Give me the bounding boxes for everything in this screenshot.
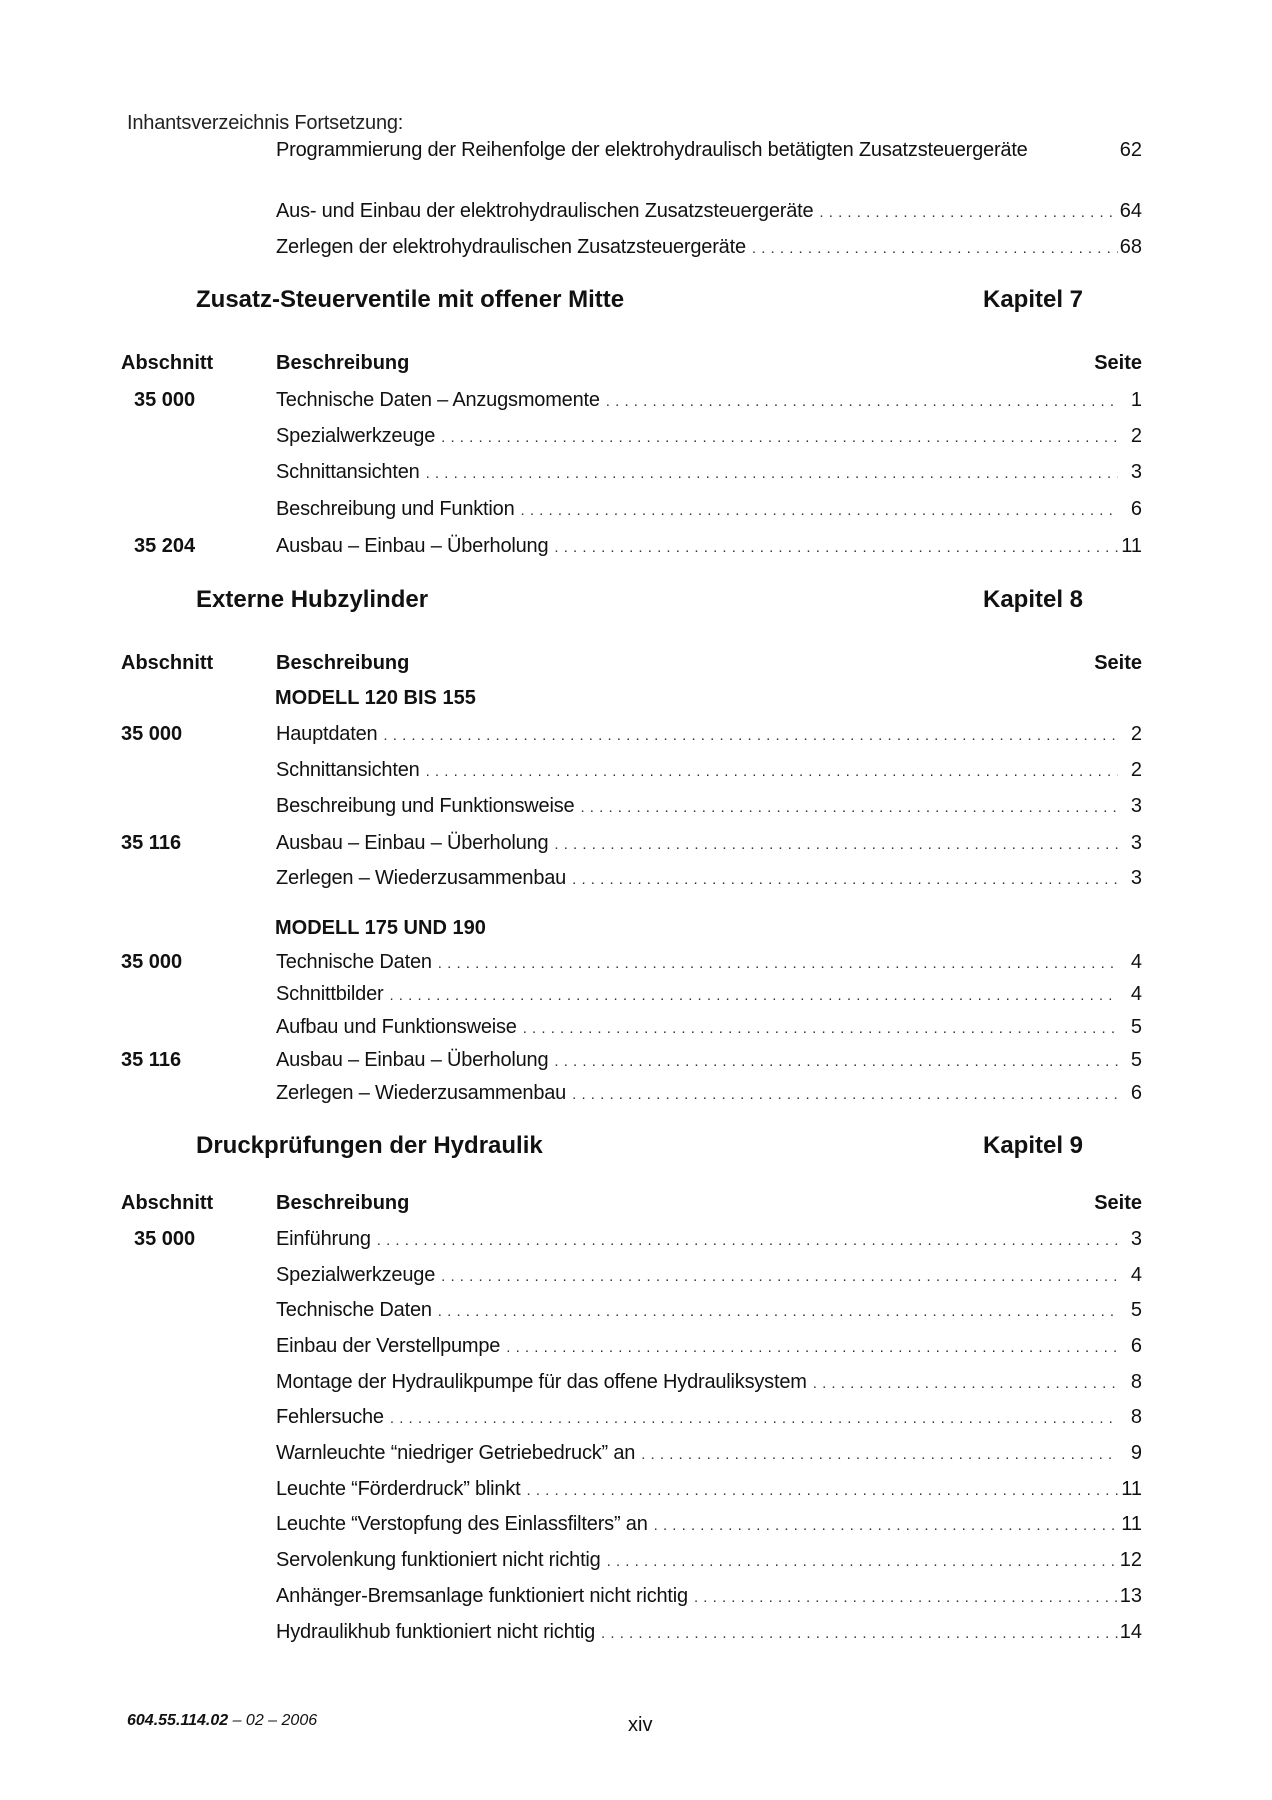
toc-entry-page: 2: [1130, 723, 1142, 745]
toc-entry-title: Schnittansichten: [276, 759, 420, 781]
toc-entry[interactable]: [0, 232, 1272, 262]
toc-entry-title: Spezialwerkzeuge: [276, 1264, 436, 1286]
toc-entry-page: 11: [1121, 1478, 1142, 1500]
toc-entry-title: Zerlegen – Wiederzusammenbau: [276, 867, 567, 889]
toc-entry[interactable]: [0, 1545, 1272, 1575]
dot-leader: [607, 1547, 1118, 1577]
toc-entry[interactable]: [0, 1295, 1272, 1325]
dot-leader: [572, 865, 1118, 895]
toc-entry-page: 8: [1130, 1406, 1142, 1428]
toc-entry-page: 5: [1130, 1016, 1142, 1038]
toc-entry[interactable]: [0, 1581, 1272, 1611]
dot-leader: [580, 793, 1118, 823]
dot-leader: [554, 1047, 1118, 1077]
toc-entry-page: 3: [1130, 461, 1142, 483]
toc-entry-title: Technische Daten: [276, 951, 432, 973]
toc-entry-title: Schnittansichten: [276, 461, 420, 483]
toc-entry-title: Anhänger-Bremsanlage funktioniert nicht richtig: [276, 1585, 688, 1607]
toc-entry[interactable]: [0, 863, 1272, 893]
toc-entry-title: Programmierung der Reihenfolge der elektrohydraulisch betätigten Zusatzsteuergeräte: [276, 139, 1028, 161]
toc-entry-page: 3: [1130, 795, 1142, 817]
toc-entry[interactable]: [0, 755, 1272, 785]
dot-leader: [441, 423, 1118, 453]
column-headers: [0, 1188, 1272, 1218]
dot-leader: [441, 1262, 1118, 1292]
header-description: Beschreibung: [276, 652, 410, 674]
toc-entry-title: Technische Daten – Anzugsmomente: [276, 389, 600, 411]
toc-entry-page: 5: [1130, 1049, 1142, 1071]
toc-entry-title: Aufbau und Funktionsweise: [276, 1016, 517, 1038]
toc-entry-title: Zerlegen der elektrohydraulischen Zusatzsteuergeräte: [276, 236, 746, 258]
dot-leader: [521, 496, 1119, 526]
toc-entry-page: 9: [1130, 1442, 1142, 1464]
toc-entry[interactable]: [0, 719, 1272, 749]
toc-entry-page: 11: [1121, 535, 1142, 557]
toc-entry[interactable]: [0, 1617, 1272, 1647]
dot-leader: [572, 1080, 1118, 1110]
toc-entry[interactable]: [0, 1045, 1272, 1075]
toc-entry[interactable]: [0, 1438, 1272, 1468]
toc-entry[interactable]: [0, 421, 1272, 451]
header-section: Abschnitt: [121, 652, 214, 674]
chapter-heading: [0, 1128, 1272, 1164]
chapter-number: Kapitel 7: [983, 286, 1084, 313]
dot-leader: [554, 830, 1118, 860]
toc-entry[interactable]: [0, 1260, 1272, 1290]
dot-leader: [752, 234, 1118, 264]
dot-leader: [426, 459, 1118, 489]
toc-entry-page: 3: [1130, 1228, 1142, 1250]
chapter-title: Druckprüfungen der Hydraulik: [196, 1132, 543, 1159]
column-headers: [0, 648, 1272, 678]
toc-entry-page: 12: [1119, 1549, 1142, 1571]
toc-entry-title: Montage der Hydraulikpumpe für das offene Hydrauliksystem: [276, 1371, 807, 1393]
toc-entry[interactable]: [0, 947, 1272, 977]
dot-leader: [527, 1476, 1118, 1506]
document-code: [127, 1712, 317, 1730]
toc-entry-page: 4: [1130, 983, 1142, 1005]
toc-entry[interactable]: [0, 1012, 1272, 1042]
toc-entry[interactable]: [0, 385, 1272, 415]
toc-entry[interactable]: [0, 135, 1272, 165]
dot-leader: [694, 1583, 1118, 1613]
toc-entry-page: 8: [1130, 1371, 1142, 1393]
document-number: 604.55.114.02: [127, 1712, 229, 1729]
column-headers: [0, 348, 1272, 378]
header-page: Seite: [1094, 1192, 1142, 1214]
model-heading: [0, 683, 1272, 713]
dot-leader: [606, 387, 1118, 417]
header-description: Beschreibung: [276, 1192, 410, 1214]
toc-entry-title: Zerlegen – Wiederzusammenbau: [276, 1082, 567, 1104]
toc-entry-page: 13: [1119, 1585, 1142, 1607]
toc-entry-title: Schnittbilder: [276, 983, 384, 1005]
toc-entry-title: Hydraulikhub funktioniert nicht richtig: [276, 1621, 596, 1643]
dot-leader: [438, 1297, 1118, 1327]
chapter-number: Kapitel 9: [983, 1132, 1084, 1159]
toc-entry-title: Hauptdaten: [276, 723, 378, 745]
model-label: MODELL 120 BIS 155: [275, 687, 476, 709]
dot-leader: [438, 949, 1118, 979]
toc-entry-title: Leuchte “Verstopfung des Einlassfilters” an: [276, 1513, 648, 1535]
toc-entry-title: Aus- und Einbau der elektrohydraulischen Zusatzsteuergeräte: [276, 200, 814, 222]
section-number: 35 000: [134, 389, 196, 411]
model-heading: [0, 913, 1272, 943]
header-section: Abschnitt: [121, 352, 214, 374]
section-number: 35 000: [134, 1228, 196, 1250]
toc-entry-page: 68: [1119, 236, 1142, 258]
toc-entry-title: Technische Daten: [276, 1299, 432, 1321]
dot-leader: [426, 757, 1118, 787]
toc-entry-title: Einbau der Verstellpumpe: [276, 1335, 501, 1357]
toc-entry[interactable]: [0, 457, 1272, 487]
chapter-heading: [0, 282, 1272, 318]
toc-entry[interactable]: [0, 1509, 1272, 1539]
dot-leader: [641, 1440, 1118, 1470]
toc-entry-page: 62: [1119, 139, 1142, 161]
toc-entry-title: Beschreibung und Funktionsweise: [276, 795, 575, 817]
toc-entry-page: 1: [1130, 389, 1142, 411]
toc-entry-page: 3: [1130, 832, 1142, 854]
toc-entry-page: 6: [1130, 1082, 1142, 1104]
model-label: MODELL 175 UND 190: [275, 917, 486, 939]
chapter-heading: [0, 582, 1272, 618]
toc-entry-page: 4: [1130, 1264, 1142, 1286]
toc-entry[interactable]: [0, 1367, 1272, 1397]
section-number: 35 204: [134, 535, 196, 557]
section-number: 35 000: [121, 723, 183, 745]
dot-leader: [601, 1619, 1118, 1649]
toc-entry[interactable]: [0, 791, 1272, 821]
toc-entry-title: Einführung: [276, 1228, 371, 1250]
toc-entry-page: 6: [1130, 498, 1142, 520]
toc-entry-title: Beschreibung und Funktion: [276, 498, 515, 520]
chapter-title: Externe Hubzylinder: [196, 586, 429, 613]
toc-entry[interactable]: [0, 1474, 1272, 1504]
toc-entry-title: Leuchte “Förderdruck” blinkt: [276, 1478, 521, 1500]
toc-entry-title: Ausbau – Einbau – Überholung: [276, 535, 549, 557]
toc-entry[interactable]: [0, 1331, 1272, 1361]
dot-leader: [389, 981, 1118, 1011]
toc-entry-title: Spezialwerkzeuge: [276, 425, 436, 447]
dot-leader: [377, 1226, 1118, 1256]
toc-entry[interactable]: [0, 828, 1272, 858]
toc-entry[interactable]: [0, 1224, 1272, 1254]
header-page: Seite: [1094, 352, 1142, 374]
chapter-number: Kapitel 8: [983, 586, 1084, 613]
toc-entry-page: 6: [1130, 1335, 1142, 1357]
document-date: – 02 – 2006: [228, 1712, 318, 1729]
dot-leader: [554, 533, 1118, 563]
dot-leader: [383, 721, 1118, 751]
toc-entry[interactable]: [0, 531, 1272, 561]
toc-entry-page: 64: [1119, 200, 1142, 222]
dot-leader: [523, 1014, 1118, 1044]
section-number: 35 000: [121, 951, 183, 973]
toc-entry-page: 5: [1130, 1299, 1142, 1321]
section-number: 35 116: [121, 832, 182, 854]
toc-continued-title: Inhantsverzeichnis Fortsetzung:: [127, 112, 404, 134]
header-description: Beschreibung: [276, 352, 410, 374]
page-number: xiv: [628, 1714, 653, 1736]
toc-entry[interactable]: [0, 1078, 1272, 1108]
toc-entry-page: 14: [1119, 1621, 1142, 1643]
header-page: Seite: [1094, 652, 1142, 674]
toc-entry-title: Ausbau – Einbau – Überholung: [276, 832, 549, 854]
toc-entry[interactable]: [0, 1402, 1272, 1432]
toc-entry-page: 3: [1130, 867, 1142, 889]
dot-leader: [819, 198, 1118, 228]
chapter-title: Zusatz-Steuerventile mit offener Mitte: [196, 286, 625, 313]
toc-entry[interactable]: [0, 979, 1272, 1009]
dot-leader: [506, 1333, 1118, 1363]
dot-leader: [390, 1404, 1118, 1434]
toc-entry-title: Fehlersuche: [276, 1406, 384, 1428]
dot-leader: [654, 1511, 1118, 1541]
toc-entry-page: 2: [1130, 759, 1142, 781]
toc-entry-title: Warnleuchte “niedriger Getriebedruck” an: [276, 1442, 636, 1464]
toc-entry-title: Ausbau – Einbau – Überholung: [276, 1049, 549, 1071]
toc-entry-title: Servolenkung funktioniert nicht richtig: [276, 1549, 601, 1571]
dot-leader: [813, 1369, 1118, 1399]
toc-entry[interactable]: [0, 196, 1272, 226]
toc-entry-page: 11: [1121, 1513, 1142, 1535]
header-section: Abschnitt: [121, 1192, 214, 1214]
toc-entry-page: 2: [1130, 425, 1142, 447]
toc-entry[interactable]: [0, 494, 1272, 524]
toc-entry-page: 4: [1130, 951, 1142, 973]
section-number: 35 116: [121, 1049, 182, 1071]
